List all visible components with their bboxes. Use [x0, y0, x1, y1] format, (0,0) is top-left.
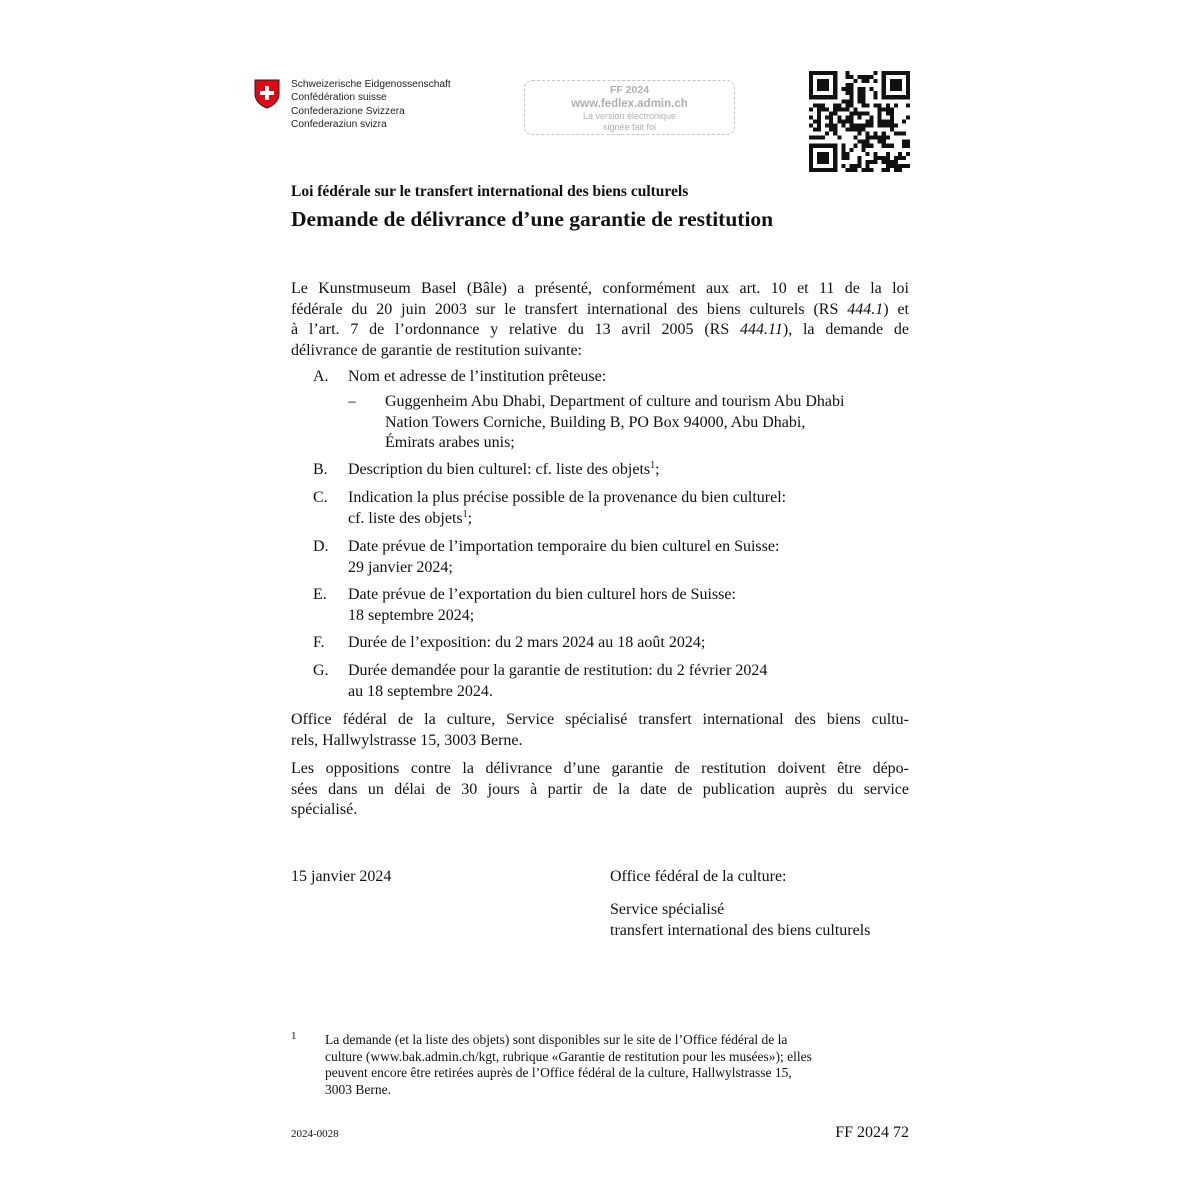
lender-address — [385, 392, 844, 454]
document-number: 2024-0028 — [291, 1128, 339, 1140]
footnote-line: peuvent encore être retirées auprès de l’Office fédéral de la culture, Hallwylstrasse 15, — [325, 1065, 792, 1080]
footnote-line: 3003 Berne. — [325, 1081, 391, 1097]
item-tail: ; — [655, 461, 660, 478]
intro-line-text: ), la demande de — [782, 321, 909, 338]
intro-line: Le Kunstmuseum Basel (Bâle) a présenté, conformément aux art. 10 et 11 de la loi — [291, 280, 909, 297]
footnote-number: 1 — [291, 1030, 297, 1042]
item-letter: G. — [313, 662, 329, 679]
stamp-url: www.fedlex.admin.ch — [571, 98, 688, 110]
intro-paragraph — [291, 279, 909, 361]
footnote-line: culture (www.bak.admin.ch/kgt, rubrique «Garantie de restitution pour les musées»); elles — [325, 1048, 812, 1064]
item-line: Description du bien culturel: cf. liste des objets — [348, 461, 651, 478]
item-text — [348, 661, 767, 702]
rs-reference: 444.1 — [847, 300, 884, 318]
paragraph-line: Les oppositions contre la délivrance d’une garantie de restitution doivent être dépo- — [291, 760, 909, 777]
intro-line: délivrance de garantie de restitution suivante: — [291, 341, 582, 359]
item-letter: A. — [313, 368, 329, 385]
paragraph-line: rels, Hallwylstrasse 15, 3003 Berne. — [291, 731, 523, 749]
intro-line — [291, 320, 909, 341]
confederation-name-fr: Confédération suisse — [291, 92, 387, 104]
confederation-name-rm: Confederaziun svizra — [291, 118, 387, 130]
stamp-line: La version électronique — [582, 111, 677, 121]
item-line: Durée demandée pour la garantie de restitution: du 2 février 2024 — [348, 662, 768, 679]
swiss-coat-of-arms-icon — [254, 79, 280, 109]
electronic-version-stamp — [524, 80, 735, 135]
address-line: Nation Towers Corniche, Building B, PO Box 94000, Abu Dhabi, — [385, 413, 806, 431]
item-line: Date prévue de l’importation temporaire du bien culturel en Suisse: — [348, 538, 780, 555]
signatory-line: Service spécialisé — [610, 901, 725, 918]
item-line: au 18 septembre 2024. — [348, 682, 493, 700]
stamp-line: signée fait foi — [602, 122, 657, 132]
paragraph-line: spécialisé. — [291, 801, 358, 818]
item-letter: C. — [313, 489, 328, 506]
item-text — [348, 537, 779, 578]
page-title: Demande de délivrance d’une garantie de restitution — [291, 207, 774, 231]
item-text — [348, 460, 660, 481]
list-dash: – — [348, 393, 356, 410]
intro-line-text: fédérale du 20 juin 2003 sur le transfert international des biens culturels (RS — [291, 300, 848, 318]
item-text: Nom et adresse de l’institution prêteuse: — [348, 368, 607, 385]
stamp-line: FF 2024 — [609, 84, 650, 96]
footnote-line: La demande (et la liste des objets) sont disponibles sur le site de l’Office fédéral de la — [325, 1032, 788, 1047]
confederation-name-de: Schweizerische Eidgenossenschaft — [291, 79, 451, 90]
item-letter: F. — [313, 634, 325, 651]
opposition-paragraph — [291, 759, 909, 821]
signatory-line: transfert international des biens culturels — [610, 921, 871, 939]
ff-reference: FF 2024 72 — [835, 1124, 909, 1141]
item-tail: ; — [467, 509, 473, 527]
item-text: Durée de l’exposition: du 2 mars 2024 au 18 août 2024; — [348, 634, 706, 651]
intro-line — [291, 300, 909, 321]
address-line: Émirats arabes unis; — [385, 434, 515, 451]
confederation-names — [291, 78, 451, 131]
rs-reference: 444.11 — [740, 321, 783, 338]
item-line: 29 janvier 2024; — [348, 558, 453, 576]
item-line-text: cf. liste des objets — [348, 509, 463, 527]
item-line: Date prévue de l’exportation du bien culturel hors de Suisse: — [348, 586, 736, 603]
signatory-office: Office fédéral de la culture: — [610, 868, 787, 885]
item-text — [348, 488, 786, 529]
item-letter: E. — [313, 586, 327, 603]
item-line: 18 septembre 2024; — [348, 606, 475, 624]
item-letter: B. — [313, 461, 328, 478]
item-line: Indication la plus précise possible de la provenance du bien culturel: — [348, 489, 787, 506]
intro-line-text: ) et — [883, 300, 909, 318]
office-paragraph — [291, 710, 909, 751]
footnote — [325, 1032, 885, 1098]
paragraph-line: Office fédéral de la culture, Service spécialisé transfert international des biens cultu- — [291, 711, 909, 728]
intro-line-text: à l’art. 7 de l’ordonnance y relative du 13 avril 2005 (RS — [291, 321, 741, 338]
paragraph-line: sées dans un délai de 30 jours à partir de la date de publication auprès du service — [291, 780, 909, 798]
address-line: Guggenheim Abu Dhabi, Department of culture and tourism Abu Dhabi — [385, 393, 845, 410]
footnote-ref: 1 — [462, 508, 468, 520]
confederation-name-it: Confederazione Svizzera — [291, 105, 405, 117]
publication-date: 15 janvier 2024 — [291, 868, 392, 885]
signatory-service — [610, 900, 870, 941]
item-letter: D. — [313, 538, 329, 555]
qr-code-icon — [809, 71, 910, 172]
law-title: Loi fédérale sur le transfert international des biens culturels — [291, 183, 689, 200]
item-line — [348, 509, 786, 530]
item-text — [348, 585, 736, 626]
footnote-ref: 1 — [650, 460, 656, 471]
